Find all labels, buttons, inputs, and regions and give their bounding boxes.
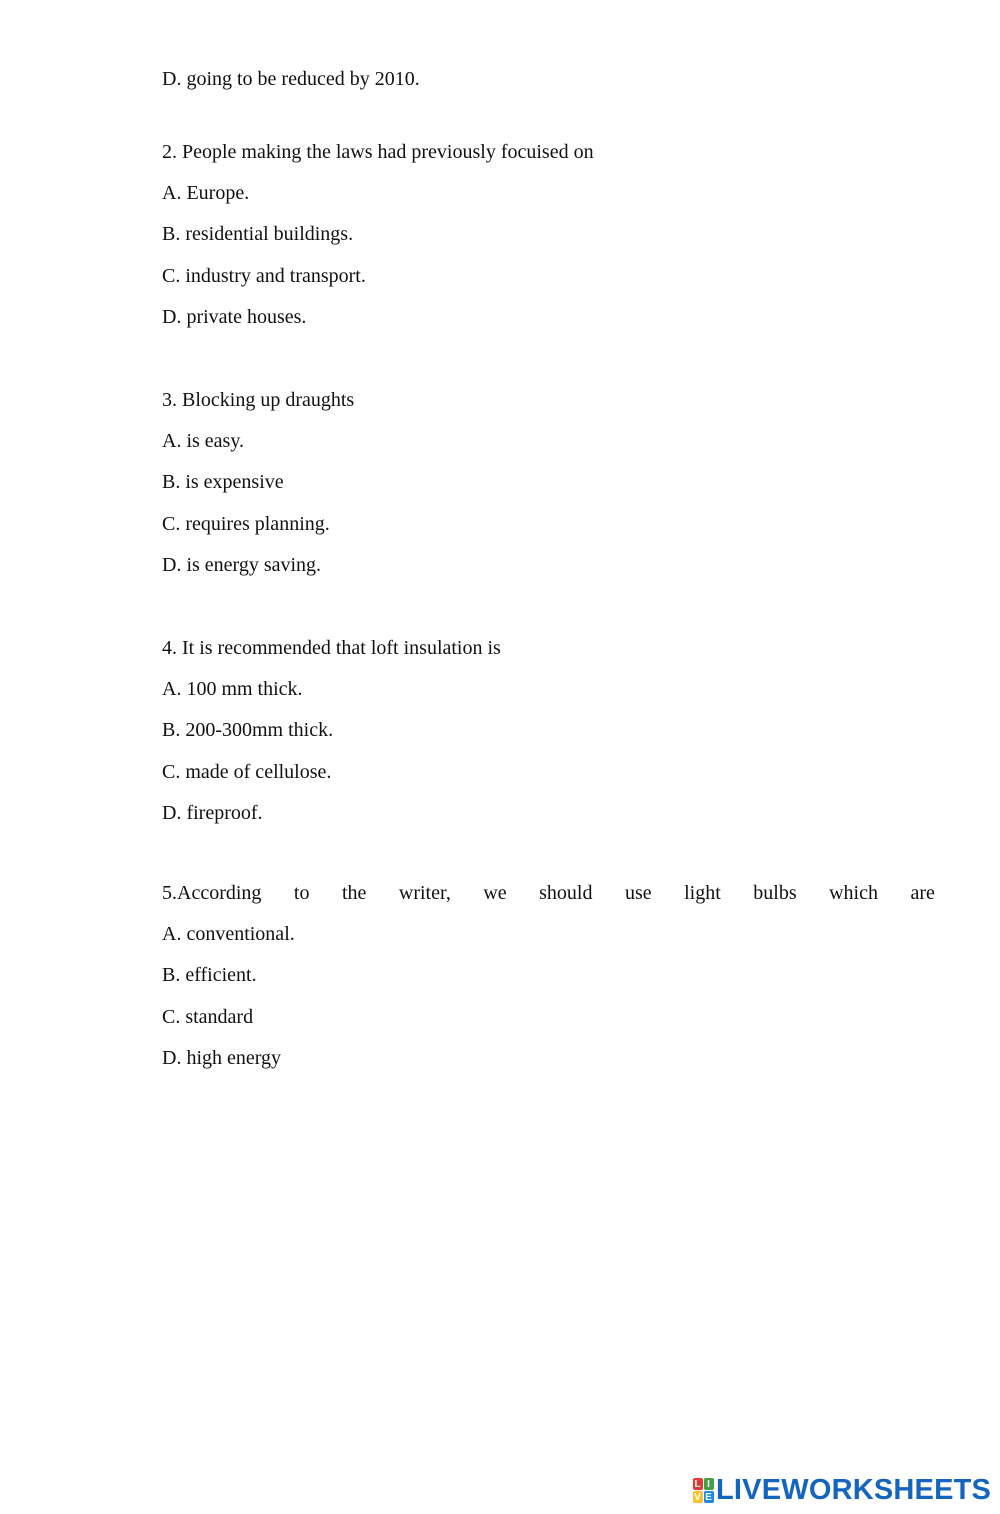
q3-stem: 3. Blocking up draughts	[162, 389, 355, 411]
live-mark-letter: V	[694, 1491, 701, 1503]
q2-option-b: B. residential buildings.	[162, 223, 354, 245]
q2-option-a: A. Europe.	[162, 182, 250, 204]
live-mark-icon	[692, 1477, 714, 1503]
q4-option-c: C. made of cellulose.	[162, 761, 332, 783]
q4-option-d: D. fireproof.	[162, 802, 263, 824]
q3-option-d: D. is energy saving.	[162, 554, 322, 576]
q5-word: bulbs	[753, 882, 797, 904]
q5-word: are	[910, 882, 935, 904]
q5-option-b: B. efficient.	[162, 964, 257, 986]
q4-option-b: B. 200-300mm thick.	[162, 719, 334, 741]
q5-option-c: C. standard	[162, 1006, 254, 1028]
q2-stem: 2. People making the laws had previously focuised on	[162, 141, 594, 163]
liveworksheets-logo	[692, 1474, 991, 1506]
logo-wordmark: LIVEWORKSHEETS	[716, 1474, 992, 1506]
q5-word: to	[293, 882, 310, 904]
q5-word: light	[684, 882, 721, 904]
q5-word: use	[624, 882, 652, 904]
q5-option-d: D. high energy	[162, 1047, 282, 1069]
q5-word: writer,	[398, 882, 451, 904]
q5-option-a: A. conventional.	[162, 923, 295, 945]
q5-stem	[162, 881, 935, 905]
q2-option-d: D. private houses.	[162, 306, 307, 328]
q3-option-a: A. is easy.	[162, 430, 245, 452]
q5-word: the	[341, 882, 367, 904]
q3-option-b: B. is expensive	[162, 471, 284, 493]
q4-stem: 4. It is recommended that loft insulation is	[162, 637, 501, 659]
q5-word: we	[483, 882, 507, 904]
live-mark-letter: I	[704, 1478, 714, 1490]
q1-option-d: D. going to be reduced by 2010.	[162, 68, 420, 90]
q2-option-c: C. industry and transport.	[162, 265, 366, 287]
q5-word: should	[539, 882, 593, 904]
live-mark-letter: E	[705, 1491, 712, 1503]
live-mark-letter: L	[694, 1478, 701, 1490]
q5-word: 5.According	[162, 882, 262, 904]
q4-option-a: A. 100 mm thick.	[162, 678, 303, 700]
q3-option-c: C. requires planning.	[162, 513, 330, 535]
q5-word: which	[829, 882, 878, 904]
